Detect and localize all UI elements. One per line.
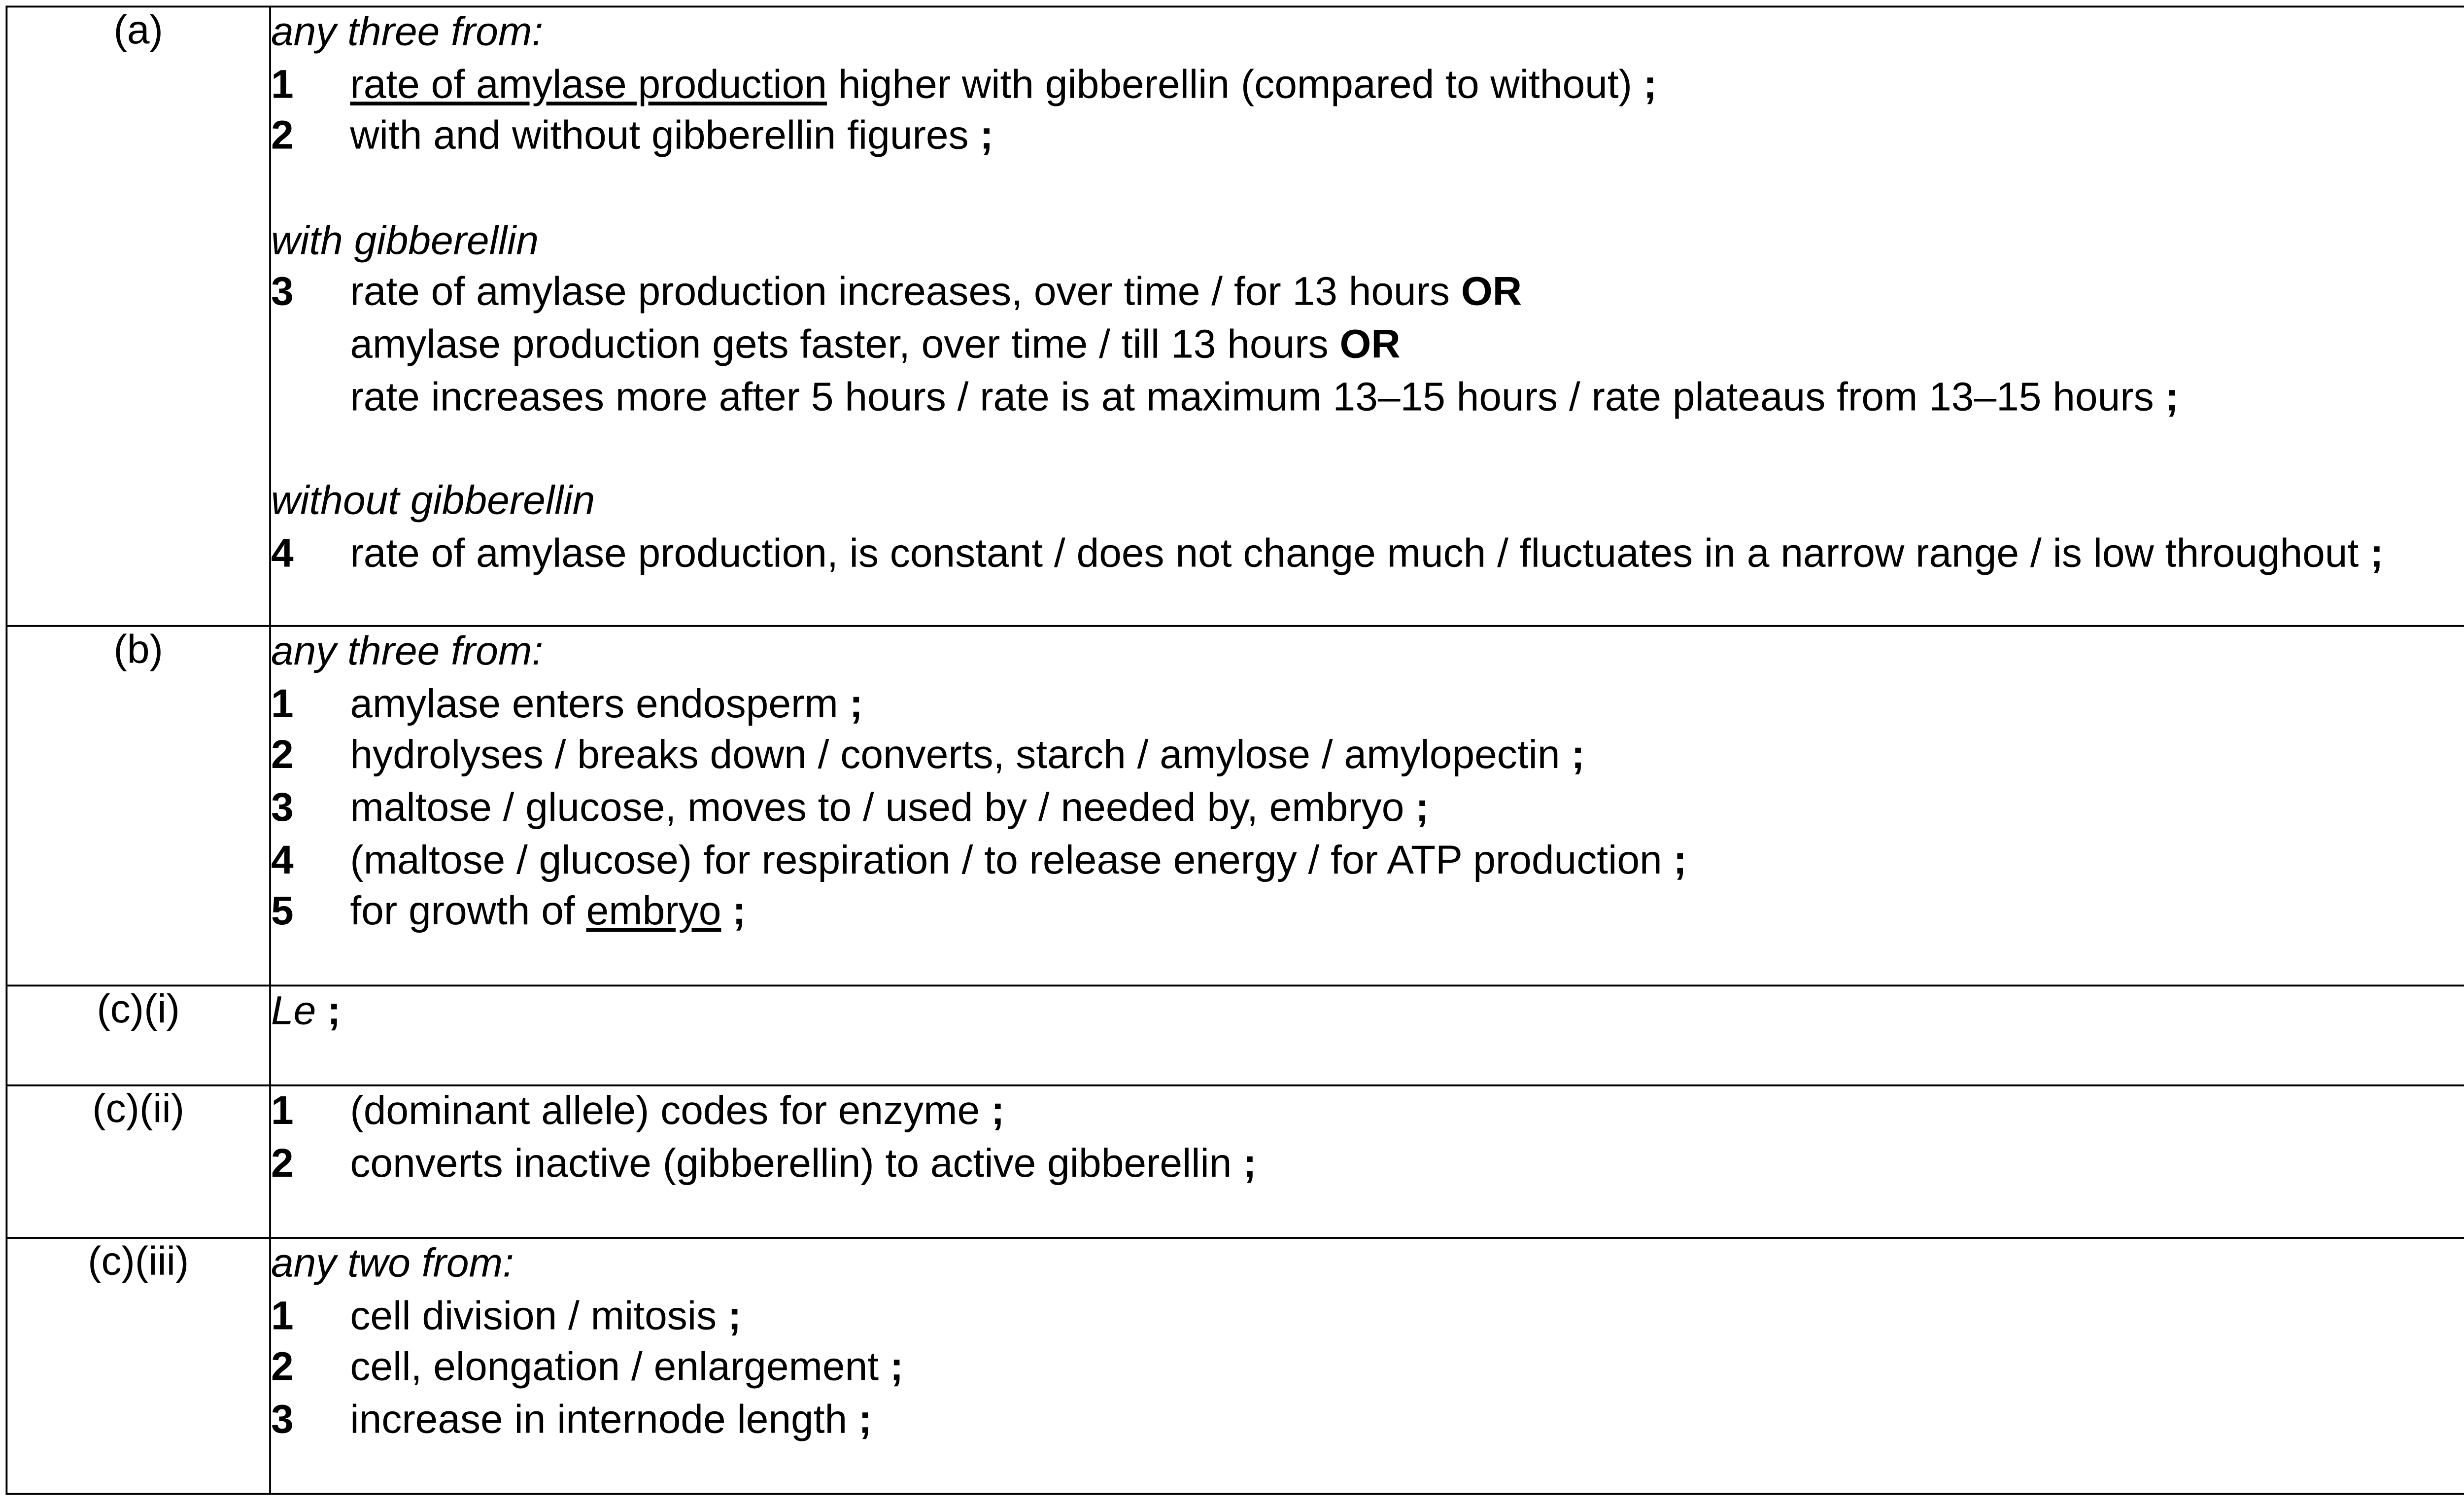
row-c-iii xyxy=(6,1238,2464,1494)
point-number: 2 xyxy=(271,1140,294,1186)
row-c-i xyxy=(6,985,2464,1085)
marking-point-1 xyxy=(271,1291,2464,1343)
marking-point-2 xyxy=(271,731,2464,783)
answer-text: Le xyxy=(271,988,316,1034)
answer-cell xyxy=(270,6,2464,626)
mark-separator: ; xyxy=(2154,374,2179,420)
answer-heading: any three from: xyxy=(271,629,544,674)
point-text: increase in internode length xyxy=(350,1397,848,1442)
point-text: amylase production gets faster, over time / till 13 hours xyxy=(350,322,1340,368)
marking-point-4 xyxy=(271,529,2464,581)
answer-line xyxy=(271,986,2464,1039)
point-text: hydrolyses / breaks down / converts, starch / amylose / amylopectin xyxy=(350,733,1560,778)
marking-point-2 xyxy=(271,112,2464,164)
row-a xyxy=(6,6,2464,626)
mark-separator: ; xyxy=(1560,733,1585,778)
marking-point-3 xyxy=(271,268,2464,320)
point-number: 1 xyxy=(271,1088,294,1134)
point-text: maltose / glucose, moves to / used by / needed by, embryo xyxy=(350,785,1404,831)
point-number: 4 xyxy=(271,837,294,883)
question-number: (a) xyxy=(6,6,270,626)
point-text: higher with gibberellin (compared to without) xyxy=(827,61,1632,107)
point-text: amylase enters endosperm xyxy=(350,681,838,726)
point-text: with and without gibberellin figures xyxy=(350,113,969,159)
point-number: 1 xyxy=(271,1293,294,1338)
marking-point-1 xyxy=(271,679,2464,732)
mark-separator: ; xyxy=(1232,1140,1257,1186)
or-keyword: OR xyxy=(1339,322,1401,368)
answer-cell xyxy=(270,1086,2464,1238)
mark-separator: ; xyxy=(717,1293,742,1338)
point-number: 1 xyxy=(271,61,294,107)
marking-point-3-alt xyxy=(271,372,2464,424)
mark-separator: ; xyxy=(1662,837,1687,883)
marking-point-3 xyxy=(271,1395,2464,1447)
point-number: 2 xyxy=(271,113,294,159)
point-text: rate of amylase production, is constant / does not change much / fluctuates in a narrow range / is low throughout xyxy=(350,530,2359,576)
point-number: 1 xyxy=(271,681,294,726)
question-number: (c)(i) xyxy=(6,985,270,1085)
point-number: 5 xyxy=(271,889,294,935)
answer-cell xyxy=(270,985,2464,1085)
point-text: rate increases more after 5 hours / rate is at maximum 13–15 hours / rate plateaus from 13–15 hours xyxy=(350,374,2154,420)
marking-point-4 xyxy=(271,836,2464,888)
answer-heading: any three from: xyxy=(271,9,544,55)
point-number: 3 xyxy=(271,785,294,831)
marking-point-1 xyxy=(271,60,2464,112)
point-text: converts inactive (gibberellin) to active gibberellin xyxy=(350,1140,1232,1186)
marking-point-2 xyxy=(271,1138,2464,1191)
underlined-term: embryo xyxy=(586,889,721,935)
point-text: cell, elongation / enlargement xyxy=(350,1345,879,1390)
mark-separator: ; xyxy=(1632,61,1657,107)
mark-separator: ; xyxy=(980,1088,1005,1134)
point-text: for growth of xyxy=(350,889,586,935)
subheading-without-gibberellin: without gibberellin xyxy=(271,478,595,524)
mark-separator: ; xyxy=(721,889,746,935)
marking-point-5 xyxy=(271,887,2464,940)
mark-separator: ; xyxy=(879,1345,904,1390)
marking-point-3-alt xyxy=(271,320,2464,373)
point-number: 3 xyxy=(271,1397,294,1442)
point-number: 4 xyxy=(271,530,294,576)
row-c-ii xyxy=(6,1086,2464,1238)
point-text: (maltose / glucose) for respiration / to release energy / for ATP production xyxy=(350,837,1662,883)
mark-separator: ; xyxy=(968,113,993,159)
row-b xyxy=(6,626,2464,985)
mark-separator: ; xyxy=(1404,785,1429,831)
marking-point-1 xyxy=(271,1086,2464,1139)
marking-point-3 xyxy=(271,783,2464,836)
point-text: (dominant allele) codes for enzyme xyxy=(350,1088,980,1134)
answer-cell xyxy=(270,626,2464,985)
mark-separator: ; xyxy=(838,681,863,726)
point-number: 2 xyxy=(271,1345,294,1390)
mark-scheme-table xyxy=(5,5,2464,1495)
underlined-term: rate of amylase production xyxy=(350,61,827,107)
mark-separator: ; xyxy=(847,1397,872,1442)
point-text: rate of amylase production increases, over time / for 13 hours xyxy=(350,270,1461,315)
answer-cell xyxy=(270,1238,2464,1494)
point-text: cell division / mitosis xyxy=(350,1293,717,1338)
mark-separator: ; xyxy=(316,988,341,1034)
answer-heading: any two from: xyxy=(271,1240,514,1286)
point-number: 2 xyxy=(271,733,294,778)
or-keyword: OR xyxy=(1461,270,1522,315)
marking-point-2 xyxy=(271,1343,2464,1395)
point-number: 3 xyxy=(271,270,294,315)
subheading-with-gibberellin: with gibberellin xyxy=(271,218,539,263)
question-number: (c)(ii) xyxy=(6,1086,270,1238)
question-number: (b) xyxy=(6,626,270,985)
mark-separator: ; xyxy=(2359,530,2384,576)
question-number: (c)(iii) xyxy=(6,1238,270,1494)
